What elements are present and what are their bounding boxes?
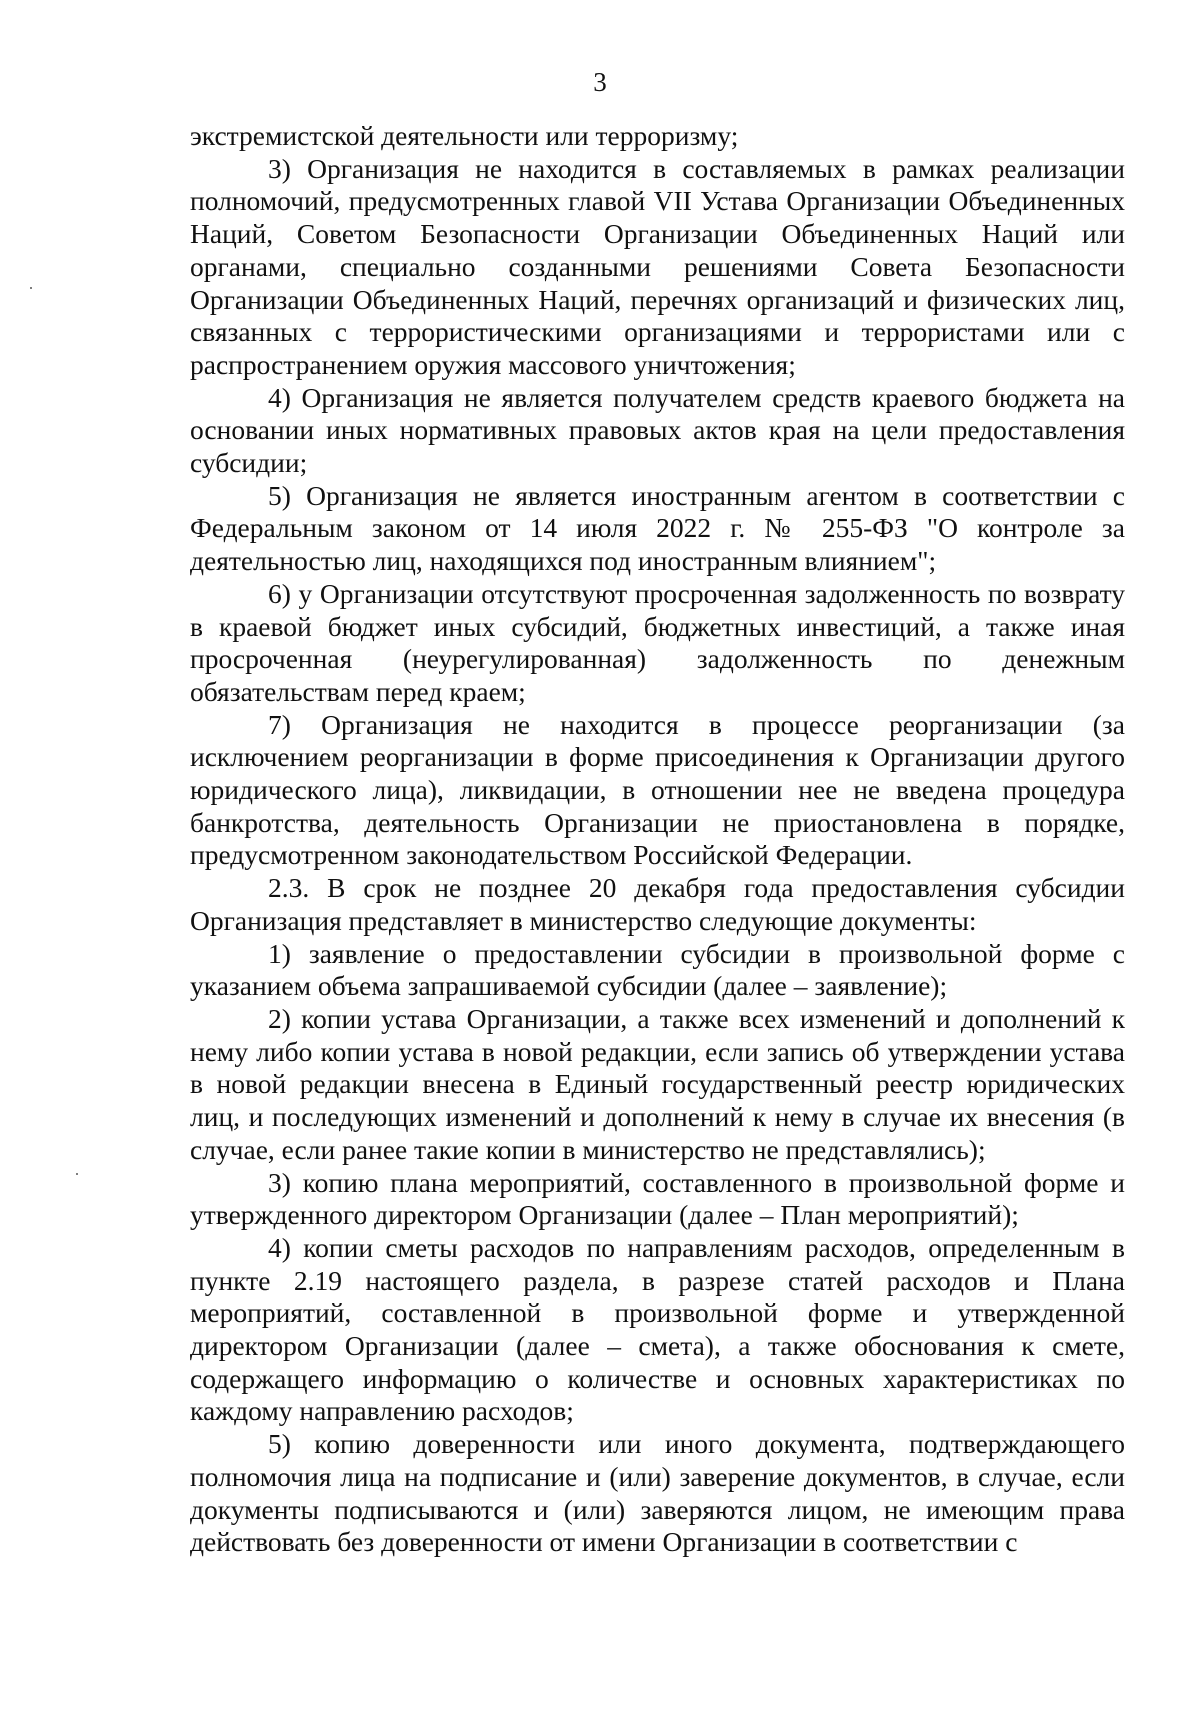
page-number: 3 [593, 67, 607, 97]
paragraph-doc-item-5: 5) копию доверенности или иного документа, подтверждающего полномочия лица на подписание и (или) заверение документов, в случае, если документы подписываются и (или) заверяются лицом, не имеющим права действовать без доверенности от имени Организации в соответствии с [190, 1428, 1125, 1558]
paragraph-doc-item-4: 4) копии сметы расходов по направлениям расходов, определенным в пункте 2.19 настоящего раздела, в разрезе статей расходов и Плана мероприятий, составленной в произвольной форме и утвержденной директором Организации (далее – смета), а также обоснования к смете, содержащего информацию о количестве и основных характеристиках по каждому направлению расходов; [190, 1231, 1125, 1427]
paragraph-item-6: 6) у Организации отсутствуют просроченная задолженность по возврату в краевой бюджет иных субсидий, бюджетных инвестиций, а также иная просроченная (неурегулированная) задолженность по денежным обязательствам перед краем; [190, 577, 1125, 707]
paragraph-doc-item-3: 3) копию плана мероприятий, составленного в произвольной форме и утвержденного директором Организации (далее – План мероприятий); [190, 1166, 1125, 1231]
paragraph-doc-item-2: 2) копии устава Организации, а также всех изменений и дополнений к нему либо копии устава в новой редакции, если запись об утверждении устава в новой редакции внесена в Единый государственный реестр юридических лиц, и последующих изменений и дополнений к нему в случае их внесения (в случае, если ранее такие копии в министерство не представлялись); [190, 1002, 1125, 1165]
scan-artifact-dot [76, 1173, 78, 1175]
paragraph-item-4: 4) Организация не является получателем средств краевого бюджета на основании иных нормативных правовых актов края на цели предоставления субсидии; [190, 381, 1125, 479]
paragraph-item-7: 7) Организация не находится в процессе реорганизации (за исключением реорганизации в форме присоединения к Организации другого юридического лица), ликвидации, в отношении нее не введена процедура банкротства, деятельность Организации не приостановлена в порядке, предусмотренном законодательством Российской Федерации. [190, 708, 1125, 871]
scan-artifact-dot [30, 287, 32, 289]
paragraph-item-3: 3) Организация не находится в составляемых в рамках реализации полномочий, предусмотренных главой VII Устава Организации Объединенных Наций, Советом Безопасности Организации Объединенных Наций или органами, специально созданными решениями Совета Безопасности Организации Объединенных Наций, перечнях организаций и физических лиц, связанных с террористическими организациями и террористами или с распространением оружия массового уничтожения; [190, 152, 1125, 380]
paragraph-continuation: экстремистской деятельности или терроризму; [190, 120, 739, 151]
paragraph-item-5: 5) Организация не является иностранным агентом в соответствии с Федеральным законом от 14 июля 2022 г. № 255-ФЗ "О контроле за деятельностью лиц, находящихся под иностранным влиянием"; [190, 479, 1125, 577]
document-body [190, 120, 1125, 1559]
paragraph-doc-item-1: 1) заявление о предоставлении субсидии в произвольной форме с указанием объема запрашиваемой субсидии (далее – заявление); [190, 937, 1125, 1002]
paragraph-section-2-3: 2.3. В срок не позднее 20 декабря года предоставления субсидии Организация представляет в министерство следующие документы: [190, 872, 1125, 936]
